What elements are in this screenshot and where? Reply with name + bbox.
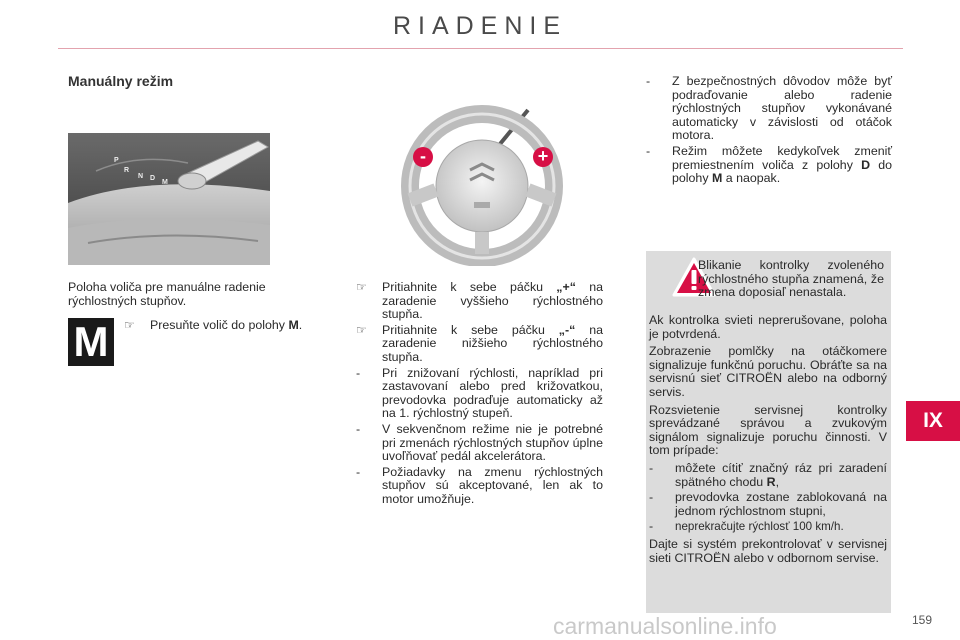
right-column	[646, 75, 892, 188]
pointer-bullet-icon: ☞	[356, 280, 367, 294]
gear-selector-illustration	[68, 133, 270, 265]
gear-label-p: P	[114, 157, 119, 164]
warning-panel	[646, 251, 891, 613]
list-item: - prevodovka zostane zablokovaná na jednom rýchlostnom stupni,	[649, 490, 887, 518]
list-item: ☞ Pritiahnite k sebe páčku „+“ na zaradenie vyššieho rýchlostného stupňa.	[356, 280, 603, 322]
paddle-plus-button	[533, 147, 553, 167]
section-title: Manuálny režim	[68, 73, 174, 89]
warning-paragraph: Ak kontrolka svieti neprerušovane, poloha je potvrdená.	[649, 313, 887, 341]
paddle-minus-label: -	[420, 146, 426, 166]
list-item: - V sekvenčnom režime nie je potrebné pri zmenách rýchlostných stupňov úplne uvoľňovať pedál akcelerátora.	[356, 421, 603, 464]
selector-instruction: ☞ Presuňte volič do polohy M.	[124, 318, 303, 332]
steering-wheel-illustration	[400, 104, 570, 266]
selector-caption: Poloha voliča pre manuálne radenie rýchlostných stupňov.	[68, 280, 266, 308]
list-item: - neprekračujte rýchlosť 100 km/h.	[649, 519, 844, 534]
gear-label-n: N	[138, 173, 144, 180]
list-item: - Pri znižovaní rýchlosti, napríklad pri zastavovaní alebo pred križovatkou, prevodovka podraďuje automaticky až na 1. rýchlostný stupeň.	[356, 365, 603, 421]
warning-body	[649, 314, 887, 565]
paddle-minus-button	[413, 147, 433, 167]
warning-paragraph: Zobrazenie pomlčky na otáčkomere signalizuje funkčnú poruchu. Obráťte sa na servisnú sieť CITROËN alebo na odborný servis.	[649, 344, 887, 399]
page-title: RIADENIE	[392, 12, 568, 40]
pointer-bullet-icon: ☞	[356, 322, 367, 337]
list-item: - môžete cítiť značný ráz pri zaradení spätného chodu R,	[649, 460, 887, 489]
pointer-bullet-icon: ☞	[124, 318, 135, 332]
gear-label-d: D	[150, 175, 156, 182]
warning-paragraph: Rozsvietenie servisnej kontrolky sprevádzané správou a zvukovým signálom signalizuje poruchu činnosti. V tom prípade:	[649, 402, 887, 458]
watermark: carmanualsonline.info	[553, 613, 777, 639]
warning-paragraph: Dajte si systém prekontrolovať v servisnej sieti CITROËN alebo v odbornom servise.	[649, 536, 887, 565]
gear-label-r: R	[124, 167, 130, 174]
chapter-tab: IX	[906, 401, 960, 441]
warning-lead: Blikanie kontrolky zvoleného rýchlostného stupňa znamená, že zmena doposiaľ nenastala.	[698, 258, 884, 300]
list-item: ☞ Pritiahnite k sebe páčku „-“ na zaradenie nižšieho rýchlostného stupňa.	[356, 322, 603, 364]
middle-column	[356, 281, 603, 509]
manual-mode-icon: M	[68, 318, 114, 366]
list-item: - Režim môžete kedykoľvek zmeniť premiestnením voliča z polohy D do polohy M a naopak.	[646, 143, 892, 186]
page-number: 159	[912, 613, 933, 627]
gear-label-m: M	[162, 179, 168, 186]
list-item: - Z bezpečnostných dôvodov môže byť podraďovanie alebo radenie rýchlostných stupňov vykonávané automaticky v závislosti od otáčok motora.	[646, 74, 892, 143]
list-item: - Požiadavky na zmenu rýchlostných stupňov sú akceptované, len ak to motor umožňuje.	[356, 464, 603, 506]
paddle-plus-label: +	[537, 146, 549, 166]
title-divider	[58, 48, 903, 49]
